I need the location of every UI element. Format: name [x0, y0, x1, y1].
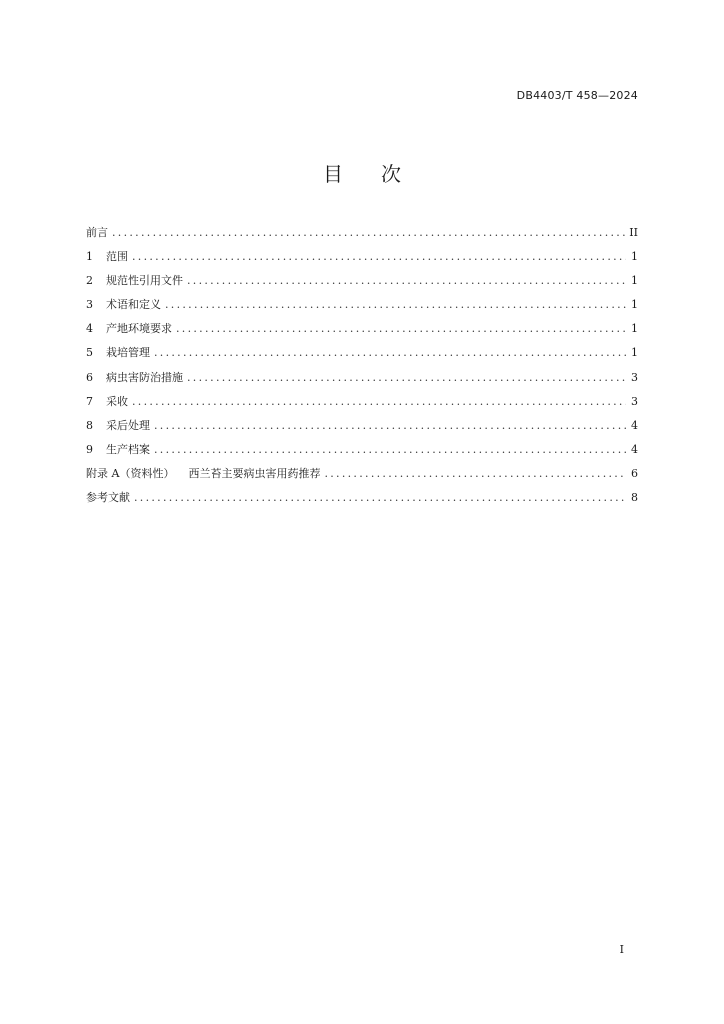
toc-entry-pest-control[interactable]	[86, 369, 638, 393]
toc-entry-terms-definitions[interactable]	[86, 296, 638, 320]
toc-entry-page: 6	[631, 466, 638, 480]
toc-title	[0, 158, 724, 187]
toc-dot-leader	[132, 250, 626, 263]
toc-dot-leader	[154, 443, 626, 456]
toc-entry-harvest[interactable]	[86, 393, 638, 417]
toc-entry-bibliography[interactable]	[86, 489, 638, 513]
toc-entry-label: 栽培管理	[106, 346, 150, 360]
toc-entry-label: 前言	[86, 226, 108, 239]
toc-entry-label: 病虫害防治措施	[106, 370, 183, 384]
toc-title-char-1: 目	[323, 162, 343, 186]
toc-dot-leader	[112, 226, 625, 239]
toc-entry-page: 3	[631, 394, 638, 408]
toc-entry-label: 生产档案	[106, 442, 150, 456]
toc-entry-scope[interactable]	[86, 248, 638, 272]
toc-entry-label: 产地环境要求	[106, 322, 172, 336]
toc-entry-number: 4	[86, 322, 93, 336]
toc-dot-leader	[134, 491, 626, 504]
toc-entry-preface[interactable]	[86, 224, 638, 248]
toc-entry-page: 1	[631, 250, 638, 264]
toc-entry-page: 1	[631, 274, 638, 288]
toc-dot-leader	[187, 371, 626, 384]
toc-entry-page: 8	[631, 491, 638, 505]
toc-entry-page: 4	[631, 418, 638, 432]
toc-entry-number: 2	[86, 274, 93, 288]
document-code: DB4403/T 458—2024	[516, 89, 638, 102]
toc-entry-page: 1	[631, 346, 638, 360]
toc-entry-page: 1	[631, 298, 638, 312]
toc-entry-number: 7	[86, 394, 93, 408]
toc-entry-number: 3	[86, 298, 93, 312]
toc-entry-environment[interactable]	[86, 320, 638, 344]
toc-dot-leader	[176, 322, 626, 335]
toc-entry-page: 4	[631, 442, 638, 456]
page-number: I	[619, 943, 624, 956]
toc-entry-page: II	[629, 226, 638, 239]
toc-entry-label	[86, 465, 320, 481]
toc-entry-appendix-a[interactable]	[86, 465, 638, 489]
toc-entry-number: 9	[86, 442, 93, 456]
appendix-label: 附录 A（资料性）	[86, 466, 175, 480]
toc-dot-leader	[187, 274, 626, 287]
toc-entry-label: 参考文献	[86, 491, 130, 505]
toc-entry-post-harvest[interactable]	[86, 417, 638, 441]
toc-entry-number: 5	[86, 346, 93, 360]
toc-dot-leader	[165, 298, 626, 311]
toc-entry-number: 1	[86, 250, 93, 264]
toc-dot-leader	[324, 467, 626, 480]
toc-entry-number: 8	[86, 418, 93, 432]
appendix-title: 西兰苔主要病虫害用药推荐	[188, 466, 321, 480]
toc-entry-page: 3	[631, 370, 638, 384]
toc-dot-leader	[154, 346, 626, 359]
toc-entry-page: 1	[631, 322, 638, 336]
toc-entry-label: 采收	[106, 394, 128, 408]
toc-entry-label: 采后处理	[106, 418, 150, 432]
toc-dot-leader	[154, 419, 626, 432]
toc-entry-label: 规范性引用文件	[106, 274, 183, 288]
toc-entry-normative-references[interactable]	[86, 272, 638, 296]
toc-entry-number: 6	[86, 370, 93, 384]
toc-entry-cultivation[interactable]	[86, 344, 638, 368]
toc-entry-label: 范围	[106, 250, 128, 264]
toc-entry-label: 术语和定义	[106, 298, 161, 312]
toc-dot-leader	[132, 395, 626, 408]
toc-entry-production-records[interactable]	[86, 441, 638, 465]
toc-list	[86, 224, 638, 513]
toc-title-char-2: 次	[381, 162, 401, 186]
